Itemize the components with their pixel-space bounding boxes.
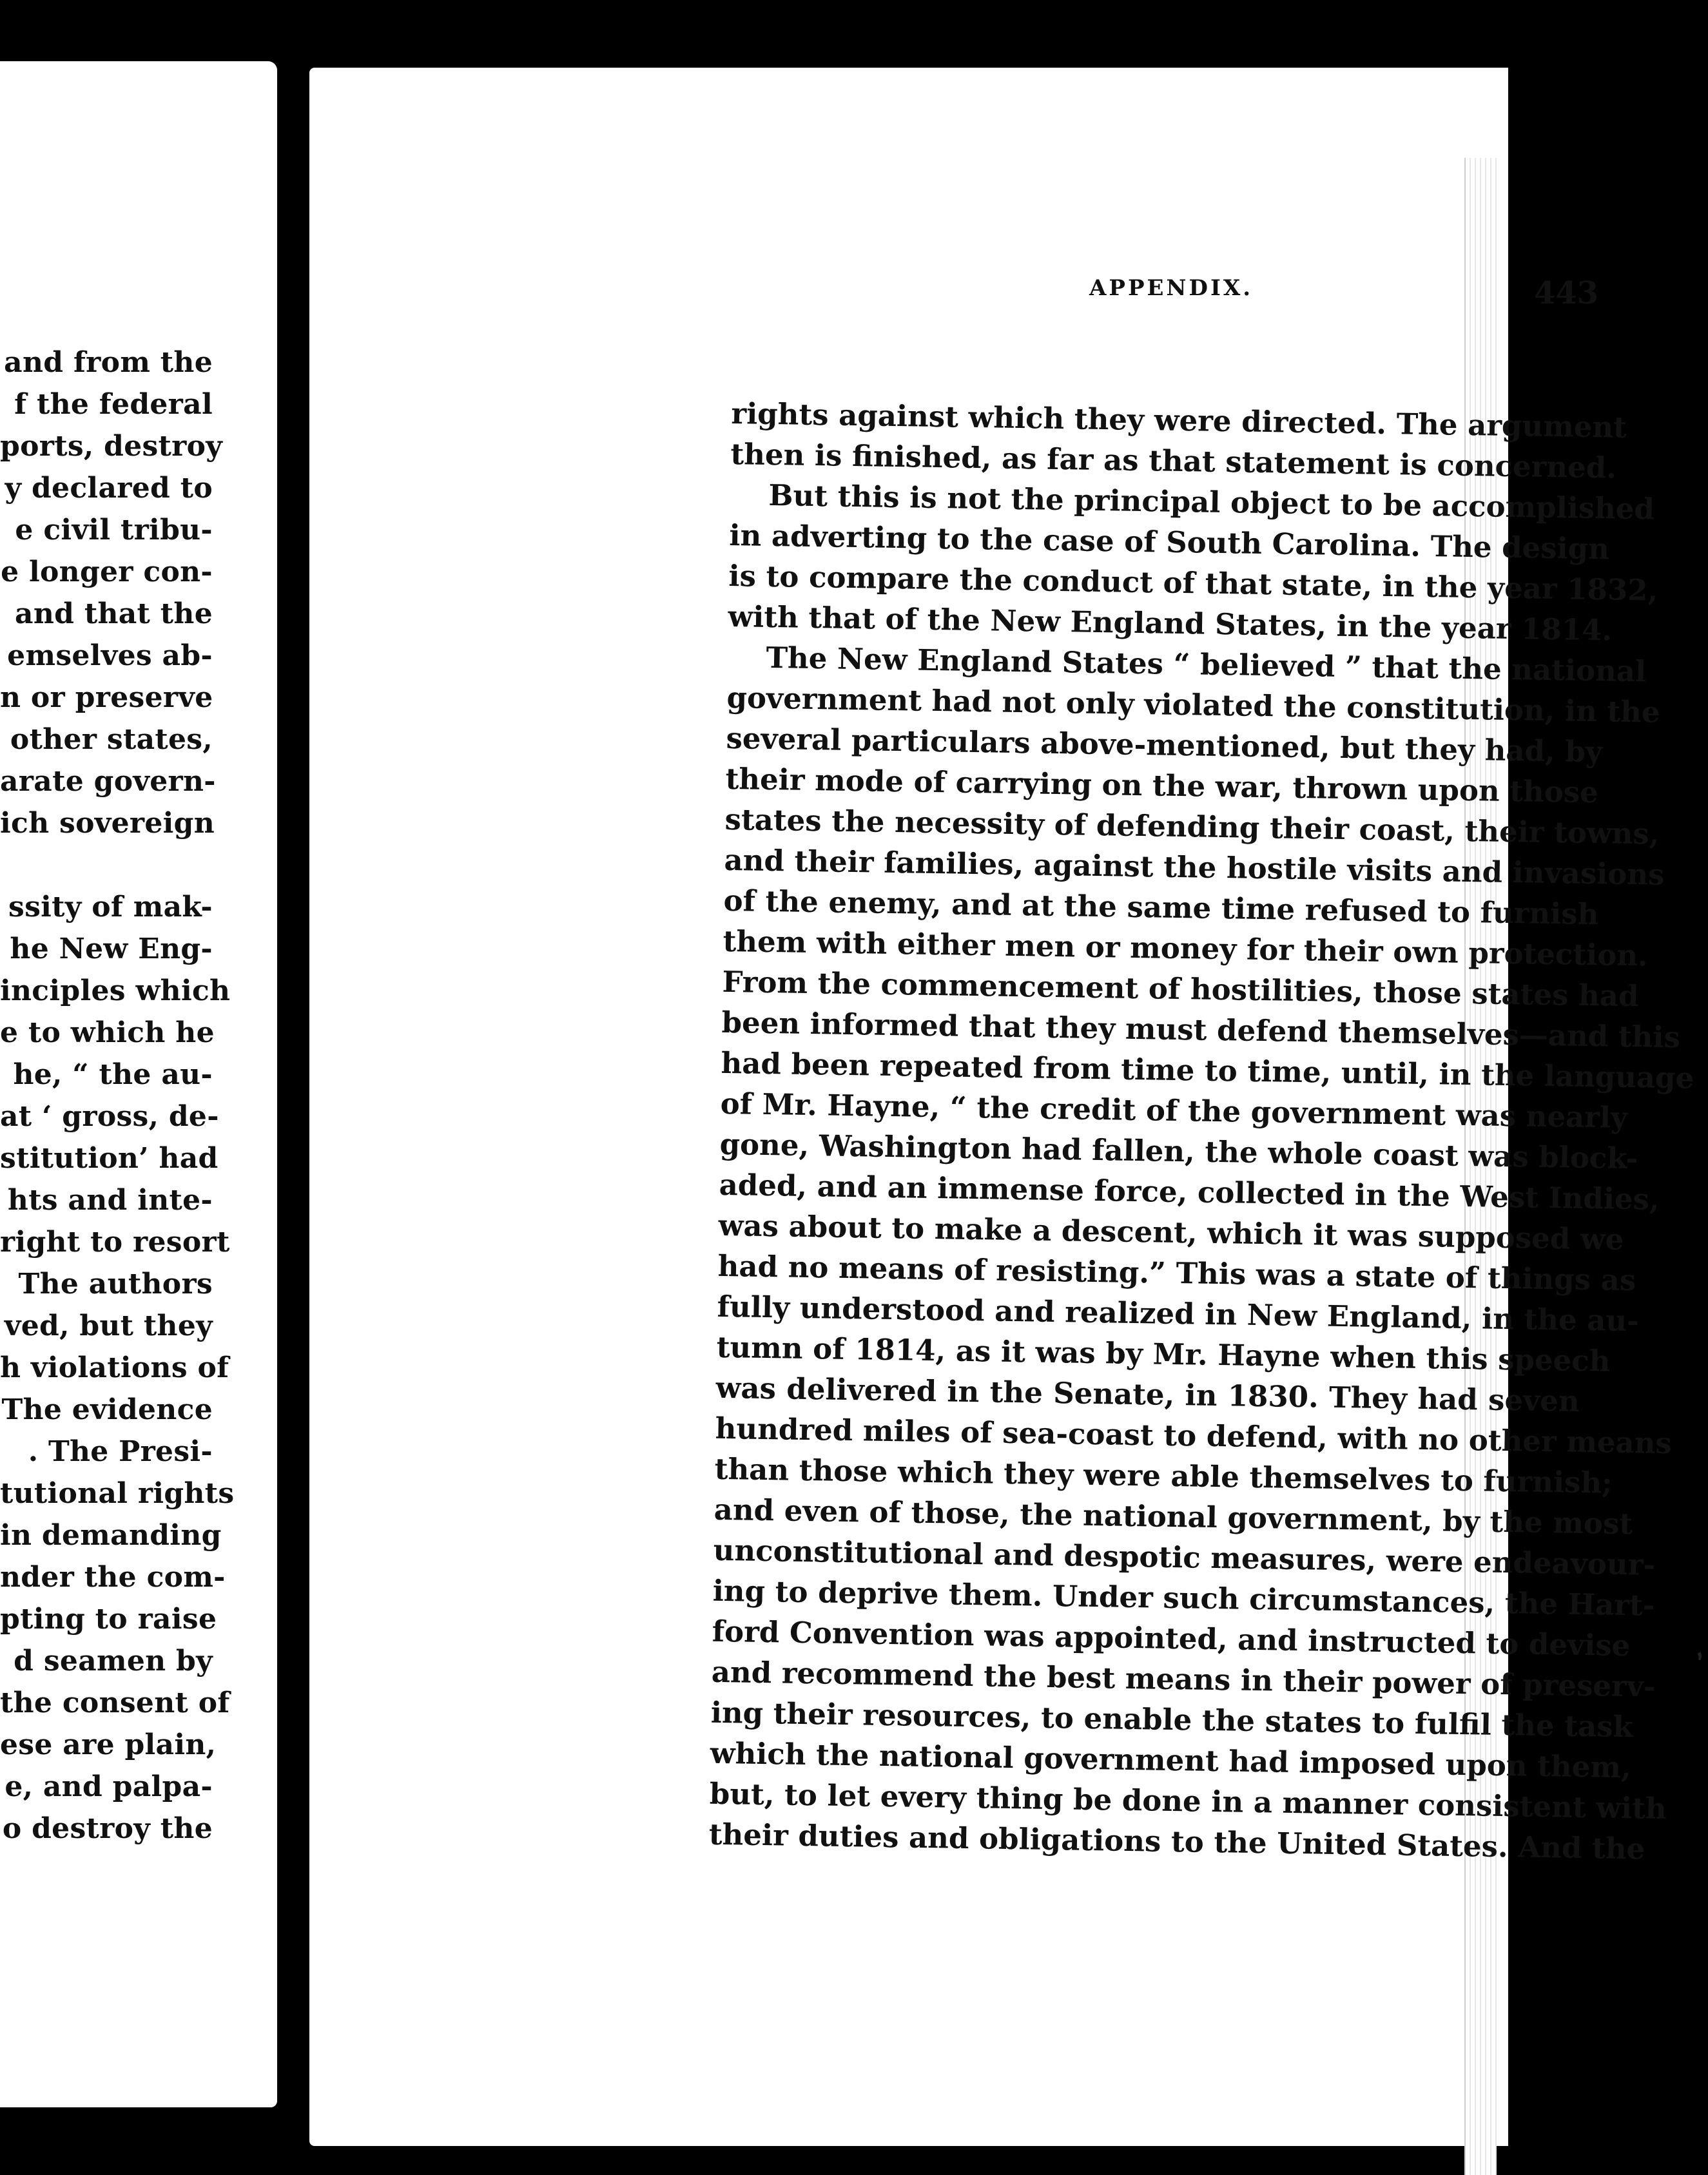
body-line: been informed that they must defend themselves—and this <box>721 1005 1681 1055</box>
left-page-line: at ‘ gross, de- <box>0 1100 219 1133</box>
body-line: which the national government had imposed upon them, <box>710 1735 1632 1785</box>
body-line: than those which they were able themselves to furnish; <box>714 1451 1613 1500</box>
left-page-line: inciples which <box>0 974 231 1007</box>
left-page-line: h violations of <box>0 1351 229 1384</box>
left-page-line: in demanding <box>0 1519 222 1552</box>
left-page-line: right to resort <box>0 1226 230 1259</box>
body-line: states the necessity of defending their coast, their towns, <box>724 802 1660 851</box>
body-line: and recommend the best means in their power of preserv- <box>711 1654 1656 1704</box>
left-page-line: f the federal <box>14 388 213 421</box>
left-page-line: d seamen by <box>14 1645 213 1677</box>
left-page-line: other states, <box>10 723 213 756</box>
left-page-line: the consent of <box>0 1687 230 1719</box>
body-line: ford Convention was appointed, and instructed to devise <box>712 1614 1631 1663</box>
left-page-line: y declared to <box>5 472 213 505</box>
left-page-line: ssity of mak- <box>8 891 213 923</box>
body-line: and their families, against the hostile visits and invasions <box>724 842 1665 892</box>
body-line: but, to let every thing be done in a manner consistent with <box>709 1776 1667 1826</box>
left-page-line: arate govern- <box>0 765 216 798</box>
left-page-line: e civil tribu- <box>15 514 213 546</box>
left-page-line: stitution’ had <box>0 1142 218 1175</box>
left-page-line: The evidence <box>1 1393 213 1426</box>
body-line: government had not only violated the constitution, in the <box>726 680 1661 730</box>
left-page-line: The authors <box>18 1268 213 1300</box>
body-line: in adverting to the case of South Carolina. The design <box>729 517 1610 566</box>
left-page-line: ved, but they <box>4 1310 213 1342</box>
body-line: then is finished, as far as that statement is concerned. <box>730 436 1617 485</box>
left-page-line <box>0 844 213 886</box>
body-line: The New England States “ believed ” that the national <box>766 640 1647 689</box>
body-line: But this is not the principal object to be accomplished <box>768 478 1655 527</box>
left-page-line: hts and inte- <box>7 1184 213 1217</box>
body-line: is to compare the conduct of that state, in the year 1832, <box>728 558 1658 608</box>
body-line: rights against which they were directed. The argument <box>731 396 1627 445</box>
body-line: aded, and an immense force, collected in the West Indies, <box>719 1167 1660 1217</box>
left-page <box>0 61 277 2107</box>
left-page-text <box>0 342 235 1850</box>
left-page-line: ese are plain, <box>0 1728 217 1761</box>
body-line: of the enemy, and at the same time refused to furnish <box>723 883 1599 932</box>
left-page-line: e to which he <box>0 1016 215 1049</box>
left-page-line: and from the <box>4 346 213 379</box>
body-line: their duties and obligations to the United States. And the <box>708 1817 1645 1866</box>
left-page-line: pting to raise <box>0 1603 217 1636</box>
left-page-line: e longer con- <box>1 556 213 588</box>
body-line: ing their resources, to enable the states to fulfil the task <box>710 1695 1634 1745</box>
left-page-line: n or preserve <box>0 681 213 714</box>
body-line: had been repeated from time to time, until, in the language <box>721 1045 1694 1096</box>
left-page-line: he New Eng- <box>10 933 213 965</box>
body-line: with that of the New England States, in the year 1814. <box>728 599 1613 648</box>
left-page-line: tutional rights <box>0 1477 235 1510</box>
body-line: unconstitutional and despotic measures, were endeavour- <box>713 1532 1656 1582</box>
page-number: 443 <box>1534 275 1599 311</box>
left-page-line: ich sovereign <box>0 807 215 840</box>
body-line: had no means of resisting.” This was a state of things as <box>717 1248 1636 1298</box>
body-text <box>708 393 1694 1868</box>
left-page-line: . The Presi- <box>28 1435 213 1468</box>
body-line: fully understood and realized in New England, in the au- <box>717 1289 1640 1339</box>
left-page-line: he, “ the au- <box>13 1058 213 1091</box>
left-page-line: and that the <box>15 597 213 630</box>
body-line: ing to deprive them. Under such circumstances, the Hart- <box>712 1573 1655 1623</box>
body-line: of Mr. Hayne, “ the credit of the government was nearly <box>720 1086 1628 1135</box>
body-line: hundred miles of sea-coast to defend, with no other means <box>715 1411 1673 1461</box>
body-line: was delivered in the Senate, in 1830. They had seven <box>715 1370 1580 1418</box>
body-line: was about to make a descent, which it was supposed we <box>718 1208 1624 1257</box>
left-page-line: ports, destroy <box>0 430 223 463</box>
body-line: and even of those, the national government, by the most <box>713 1492 1633 1542</box>
body-line: several particulars above-mentioned, but they had, by <box>726 720 1603 769</box>
body-line: their mode of carrying on the war, thrown upon those <box>725 761 1599 810</box>
running-head: APPENDIX. <box>1089 275 1254 301</box>
left-page-line: e, and palpa- <box>5 1770 213 1803</box>
stray-mark: ‚ <box>1685 1633 1708 1665</box>
body-line: From the commencement of hostilities, those states had <box>722 964 1639 1014</box>
left-page-line: o destroy the <box>2 1812 213 1845</box>
right-page <box>309 68 1708 2146</box>
left-page-line: nder the com- <box>0 1561 226 1594</box>
body-line: gone, Washington had fallen, the whole coast was block- <box>719 1126 1638 1176</box>
left-page-line: emselves ab- <box>7 639 213 672</box>
body-line: tumn of 1814, as it was by Mr. Hayne when this speech <box>716 1329 1611 1378</box>
body-line: them with either men or money for their own protection. <box>723 923 1649 973</box>
